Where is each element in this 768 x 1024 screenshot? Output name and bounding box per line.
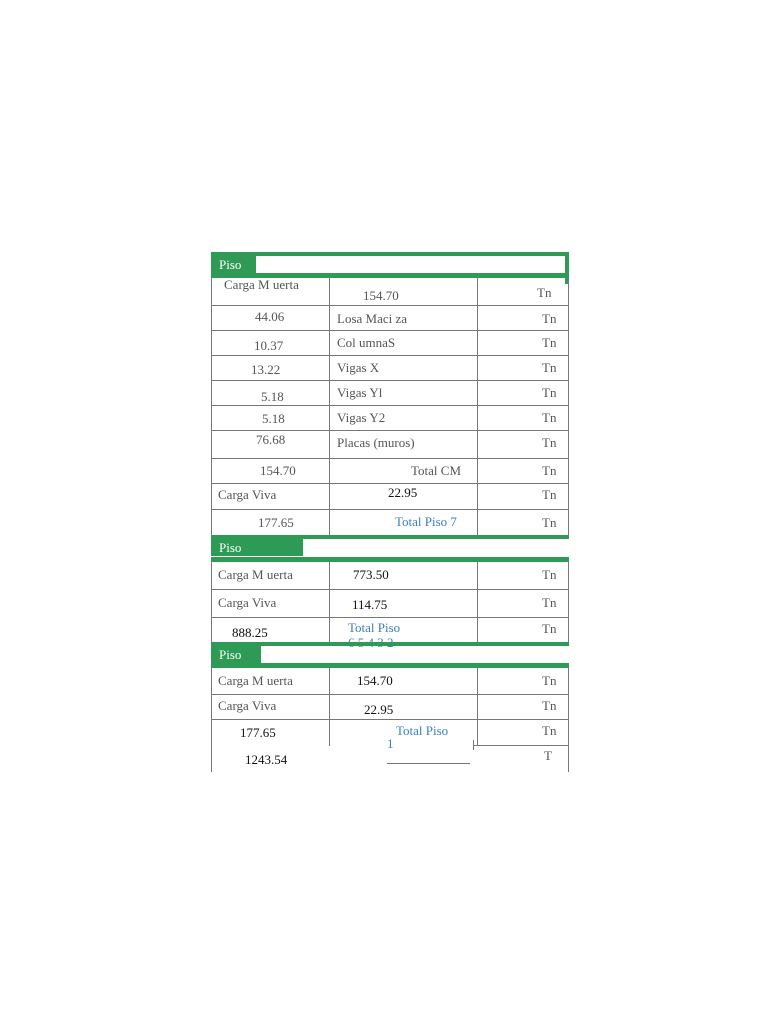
row-value: 154.70 <box>363 288 399 303</box>
row-unit: Tn <box>542 463 557 478</box>
row-label: Carga M uerta <box>224 277 299 292</box>
grid-line <box>477 278 478 536</box>
section-2-header: Piso <box>211 539 303 556</box>
row-label: Carga Viva <box>218 698 277 713</box>
grid-line <box>568 278 569 536</box>
row-unit: Tn <box>542 515 557 530</box>
row-label: Carga Viva <box>218 595 277 610</box>
section-3-header: Piso <box>211 646 261 663</box>
section-1-top-rule <box>211 252 569 256</box>
grid-line <box>568 668 569 772</box>
section-2-bottom-rule <box>211 557 569 562</box>
grid-line <box>568 562 569 644</box>
row-unit: Tn <box>542 435 557 450</box>
row-value: 5.18 <box>262 411 285 426</box>
row-value: 10.37 <box>254 338 284 353</box>
grid-line <box>211 694 569 695</box>
grid-line <box>211 719 569 720</box>
row-unit: Tn <box>542 410 557 425</box>
row-value: 177.65 <box>258 515 294 530</box>
row-unit: Tn <box>542 360 557 375</box>
row-total-label: Total Piso 7 <box>395 514 457 529</box>
row-unit: Tn <box>542 723 557 738</box>
row-label: Vigas Y2 <box>337 410 386 425</box>
section-3-bottom-rule <box>211 663 569 668</box>
row-label: Vigas Yl <box>337 385 383 400</box>
grid-line <box>211 305 569 306</box>
grid-line <box>211 380 569 381</box>
row-label: Vigas X <box>337 360 380 375</box>
grid-line <box>211 458 569 459</box>
row-unit: Tn <box>537 285 552 300</box>
grid-line <box>211 509 569 510</box>
section-3-top-rule <box>211 642 569 646</box>
grid-line <box>211 355 569 356</box>
grid-line <box>387 763 470 764</box>
row-total-floors: 1 <box>387 736 394 751</box>
row-unit: Tn <box>542 595 557 610</box>
row-value: 5.18 <box>261 389 284 404</box>
row-label: Losa Maci za <box>337 311 408 326</box>
row-value: 154.70 <box>260 463 296 478</box>
row-label: Carga M uerta <box>218 673 293 688</box>
row-total-label: Total Piso <box>348 620 401 635</box>
row-total-label: Total Piso <box>396 723 449 738</box>
row-unit: Tn <box>542 567 557 582</box>
section-1-header: Piso <box>211 256 256 273</box>
row-label: Total CM <box>411 463 462 478</box>
grid-line <box>211 278 212 536</box>
row-unit: Tn <box>542 335 557 350</box>
row-unit: Tn <box>542 698 557 713</box>
row-unit: Tn <box>542 673 557 688</box>
row-unit: Tn <box>542 385 557 400</box>
row-unit: Tn <box>542 621 557 636</box>
row-value: 154.70 <box>357 673 393 688</box>
grid-line <box>211 483 569 484</box>
row-value: 773.50 <box>353 567 389 582</box>
grid-line <box>473 745 569 746</box>
row-value: 888.25 <box>232 625 268 640</box>
grid-line <box>329 278 330 536</box>
grand-total-value: 1243.54 <box>245 752 288 767</box>
grid-line <box>211 562 212 644</box>
row-label: Col umnaS <box>337 335 396 350</box>
grid-line <box>211 330 569 331</box>
row-value: 22.95 <box>388 485 418 500</box>
row-label: Carga M uerta <box>218 567 293 582</box>
grid-line <box>473 740 474 750</box>
row-value: 13.22 <box>251 362 281 377</box>
grid-line <box>211 617 569 618</box>
grid-line <box>211 589 569 590</box>
grid-line <box>477 668 478 746</box>
row-unit: T <box>544 748 552 763</box>
grid-line <box>211 405 569 406</box>
row-value: 177.65 <box>240 725 276 740</box>
grid-line <box>477 562 478 644</box>
grid-line <box>329 668 330 746</box>
row-label: Carga Viva <box>218 487 277 502</box>
row-value: 44.06 <box>255 309 285 324</box>
row-value: 76.68 <box>256 432 286 447</box>
row-value: 22.95 <box>364 702 394 717</box>
row-label: Placas (muros) <box>337 435 415 450</box>
load-summary-sheet <box>211 252 569 772</box>
row-value: 114.75 <box>352 597 388 612</box>
row-unit: Tn <box>542 311 557 326</box>
grid-line <box>211 430 569 431</box>
grid-line <box>329 562 330 644</box>
grid-line <box>211 668 212 772</box>
row-unit: Tn <box>542 487 557 502</box>
